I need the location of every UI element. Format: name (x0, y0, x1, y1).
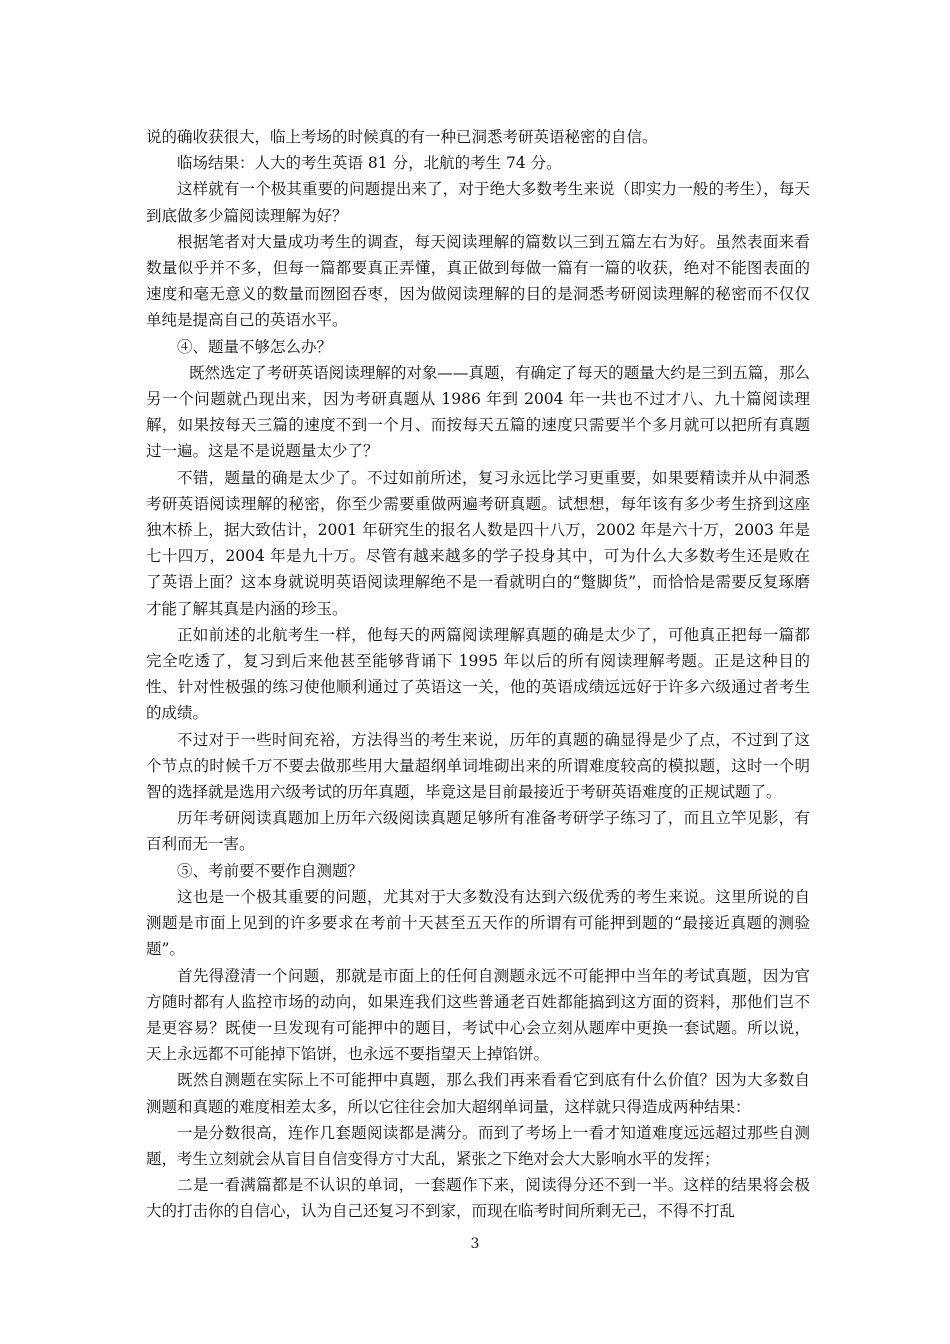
paragraph: 既然选定了考研英语阅读理解的对象——真题，有确定了每天的题量大约是三到五篇，那么另一个问题就凸现出来，因为考研真题从 1986 年到 2004 年一共也不过才八、九十篇阅读理解，如果按每天三篇的速度不到一个月、而按每天五篇的速度只需要半个多月就可以把所有真题过一遍。这是不是说题量太少了？ (146, 363, 810, 461)
paragraph: 历年考研阅读真题加上历年六级阅读真题足够所有准备考研学子练习了，而且立竿见影，有百利而无一害。 (146, 809, 810, 854)
paragraph: 说的确收获很大，临上考场的时候真的有一种已洞悉考研英语秘密的自信。 (146, 128, 658, 146)
paragraph: 首先得澄清一个问题，那就是市面上的任何自测题永远不可能押中当年的考试真题，因为官方随时都有人监控市场的动向，如果连我们这些普通老百姓都能搞到这方面的资料，那他们岂不是更容易？既使一旦发现有可能押中的题目，考试中心会立刻从题库中更换一套试题。所以说，天上永远都不可能掉下馅饼，也永远不要指望天上掉馅饼。 (146, 966, 810, 1064)
paragraph: 这也是一个极其重要的问题，尤其对于大多数没有达到六级优秀的考生来说。这里所说的自测题是市面上见到的许多要求在考前十天甚至五天作的所谓有可能押到题的“最接近真题的测验题”。 (146, 887, 810, 959)
paragraph: 正如前述的北航考生一样，他每天的两篇阅读理解真题的确是太少了，可他真正把每一篇都完全吃透了，复习到后来他甚至能够背诵下 1995 年以后的所有阅读理解考题。正是这种目的性、针对性极强的练习使他顺利通过了英语这一关，他的英语成绩远远好于许多六级通过者考生的成绩。 (146, 625, 810, 723)
paragraph: 临场结果：人大的考生英语 81 分，北航的考生 74 分。 (177, 154, 562, 173)
body-text (146, 124, 810, 1225)
page-number: 3 (470, 1236, 480, 1252)
paragraph: 既然自测题在实际上不可能押中真题，那么我们再来看看它到底有什么价值？因为大多数自测题和真题的难度相差太多，所以它往往会加大超纲单词量，这样就只得造成两种结果： (146, 1071, 810, 1116)
paragraph: 一是分数很高，连作几套题阅读都是满分。而到了考场上一看才知道难度远远超过那些自测题，考生立刻就会从盲目自信变得方寸大乱，紧张之下绝对会大大影响水平的发挥； (146, 1123, 810, 1168)
section-heading: ④、题量不够怎么办？ (177, 337, 333, 356)
paragraph: 这样就有一个极其重要的问题提出来了，对于绝大多数考生来说（即实力一般的考生），每天到底做多少篇阅读理解为好？ (146, 180, 810, 225)
paragraph: 不错，题量的确是太少了。不过如前所述，复习永远比学习更重要，如果要精读并从中洞悉考研英语阅读理解的秘密，你至少需要重做两遍考研真题。试想想，每年该有多少考生挤到这座独木桥上，据大致估计，2001 年研究生的报名人数是四十八万，2002 年是六十万，2003 年是七十四万，2004 年是九十万。尽管有越来越多的学子投身其中，可为什么大多数考生还是败在了英语上面？这本身就说明英语阅读理解绝不是一看就明白的“蹩脚货”，而恰恰是需要反复琢磨才能了解其真是内涵的珍玉。 (146, 468, 810, 618)
paragraph: 根据笔者对大量成功考生的调查，每天阅读理解的篇数以三到五篇左右为好。虽然表面来看数量似乎并不多，但每一篇都要真正弄懂，真正做到每做一篇有一篇的收获，绝对不能图表面的速度和毫无意义的数量而囫囵吞枣，因为做阅读理解的目的是洞悉考研阅读理解的秘密而不仅仅单纯是提高自己的英语水平。 (146, 232, 810, 330)
paragraph: 不过对于一些时间充裕，方法得当的考生来说，历年的真题的确显得是少了点，不过到了这个节点的时候千万不要去做那些用大量超纲单词堆砌出来的所谓难度较高的模拟题，这时一个明智的选择就是选用六级考试的历年真题，毕竟这是目前最接近于考研英语难度的正规试题了。 (146, 730, 810, 802)
section-heading: ⑤、考前要不要作自测题？ (177, 861, 364, 880)
paragraph: 二是一看满篇都是不认识的单词，一套题作下来，阅读得分还不到一半。这样的结果将会极大的打击你的自信心，认为自己还复习不到家，而现在临考时间所剩无己，不得不打乱 (146, 1176, 810, 1221)
